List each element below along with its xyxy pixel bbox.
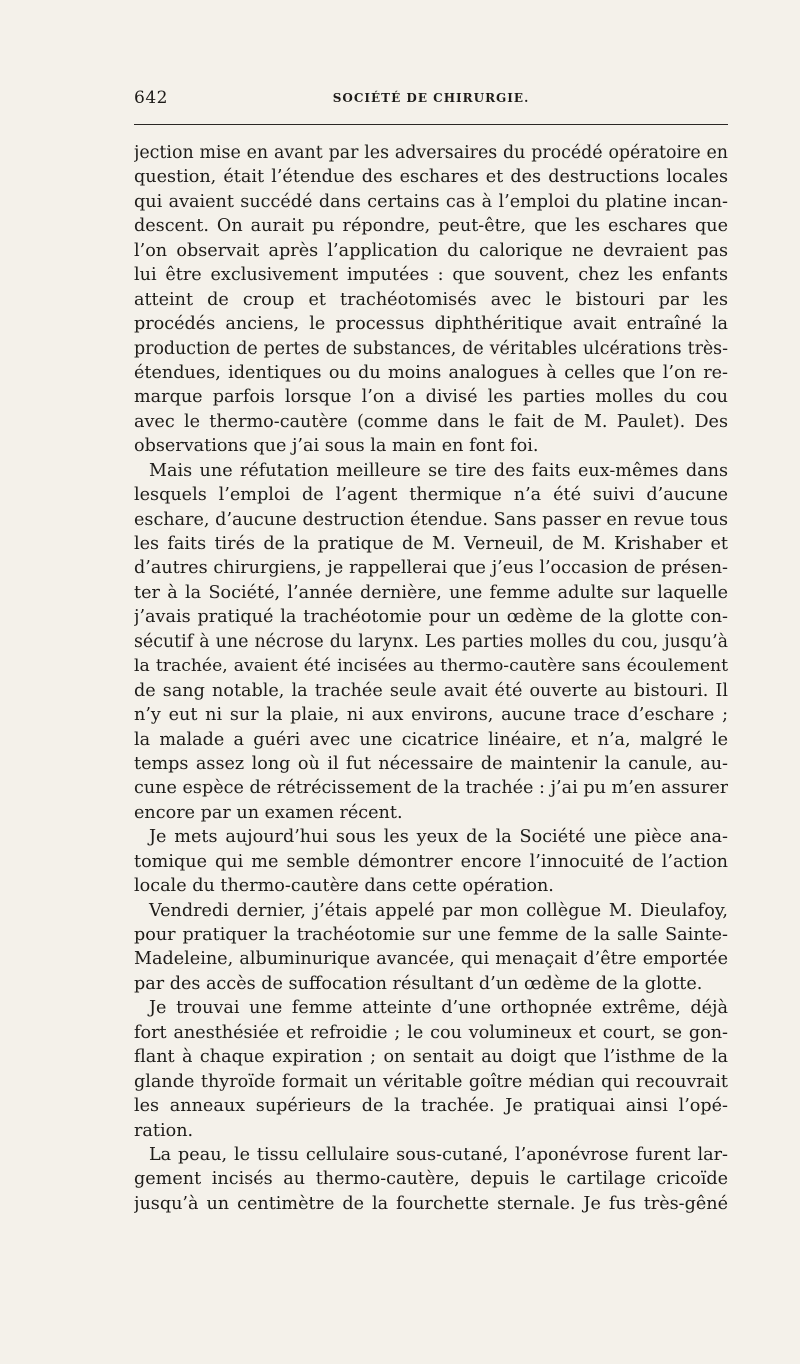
text-line: avec le thermo-cautère (comme dans le fait de M. Paulet). Des [134,411,728,432]
text-line: atteint de croup et trachéotomisés avec le bistouri par les [134,289,728,310]
text-line: encore par un examen récent. [134,802,403,823]
text-line: tomique qui me semble démontrer encore l’innocuité de l’action [134,851,728,872]
text-line: de sang notable, la trachée seule avait été ouverte au bistouri. Il [134,680,728,701]
page-header [134,88,728,112]
text-line: cune espèce de rétrécissement de la trachée : j’ai pu m’en assurer [134,778,728,799]
body-text [134,141,728,1216]
text-line: sécutif à une nécrose du larynx. Les parties molles du cou, jusqu’à [134,631,728,652]
text-line: question, était l’étendue des eschares et des destructions locales [134,167,728,188]
text-line: n’y eut ni sur la plaie, ni aux environs, aucune trace d’eschare ; [134,705,728,726]
text-line: marque parfois lorsque l’on a divisé les parties molles du cou [134,387,728,408]
text-line: procédés anciens, le processus diphthéritique avait entraîné la [134,314,728,335]
text-line: descent. On aurait pu répondre, peut-être, que les eschares que [134,216,728,237]
text-line: étendues, identiques ou du moins analogues à celles que l’on re- [134,362,728,383]
text-line: fort anesthésiée et refroidie ; le cou volumineux et court, se gon- [134,1022,728,1043]
text-line: les anneaux supérieurs de la trachée. Je pratiquai ainsi l’opé- [134,1096,728,1117]
text-line: jusqu’à un centimètre de la fourchette sternale. Je fus très-gêné [134,1193,728,1214]
text-line: par des accès de suffocation résultant d’un œdème de la glotte. [134,973,703,994]
text-line: j’avais pratiqué la trachéotomie pour un œdème de la glotte con- [134,607,728,628]
text-line: d’autres chirurgiens, je rappellerai que j’eus l’occasion de présen- [134,558,728,579]
page-number: 642 [134,88,168,108]
text-line: gement incisés au thermo-cautère, depuis le cartilage cricoïde [134,1169,728,1190]
text-line: Je mets aujourd’hui sous les yeux de la Société une pièce ana- [149,827,728,848]
text-line: glande thyroïde formait un véritable goître médian qui recouvrait [134,1071,728,1092]
text-line: lui être exclusivement imputées : que souvent, chez les enfants [134,265,728,286]
text-line: eschare, d’aucune destruction étendue. Sans passer en revue tous [134,509,728,530]
text-line: la trachée, avaient été incisées au thermo-cautère sans écoulement [134,656,728,677]
text-line: Je trouvai une femme atteinte d’une orthopnée extrême, déjà [149,998,728,1019]
text-line: flant à chaque expiration ; on sentait au doigt que l’isthme de la [134,1047,728,1068]
text-line: La peau, le tissu cellulaire sous-cutané, l’aponévrose furent lar- [149,1144,728,1165]
running-title: SOCIÉTÉ DE CHIRURGIE. [332,91,530,105]
text-line: qui avaient succédé dans certains cas à l’emploi du platine incan- [134,191,728,212]
text-line: jection mise en avant par les adversaires du procédé opératoire en [134,143,728,163]
text-line: les faits tirés de la pratique de M. Verneuil, de M. Krishaber et [134,534,728,554]
text-line: l’on observait après l’application du calorique ne devraient pas [134,240,728,261]
text-line: ration. [134,1120,194,1141]
text-line: observations que j’ai sous la main en font foi. [134,436,539,457]
text-line: Mais une réfutation meilleure se tire des faits eux-mêmes dans [149,460,728,481]
text-line: ter à la Société, l’année dernière, une femme adulte sur laquelle [134,582,728,603]
text-line: production de pertes de substances, de véritables ulcérations très- [134,338,728,359]
text-line: locale du thermo-cautère dans cette opération. [134,876,554,897]
text-line: Madeleine, albuminurique avancée, qui menaçait d’être emportée [134,949,728,970]
text-line: pour pratiquer la trachéotomie sur une femme de la salle Sainte- [134,925,728,945]
text-line: temps assez long où il fut nécessaire de maintenir la canule, au- [134,753,728,774]
text-line: Vendredi dernier, j’étais appelé par mon collègue M. Dieulafoy, [149,900,728,921]
header-rule [134,124,728,125]
text-line: lesquels l’emploi de l’agent thermique n’a été suivi d’aucune [134,485,728,506]
text-line: la malade a guéri avec une cicatrice linéaire, et n’a, malgré le [134,729,728,750]
